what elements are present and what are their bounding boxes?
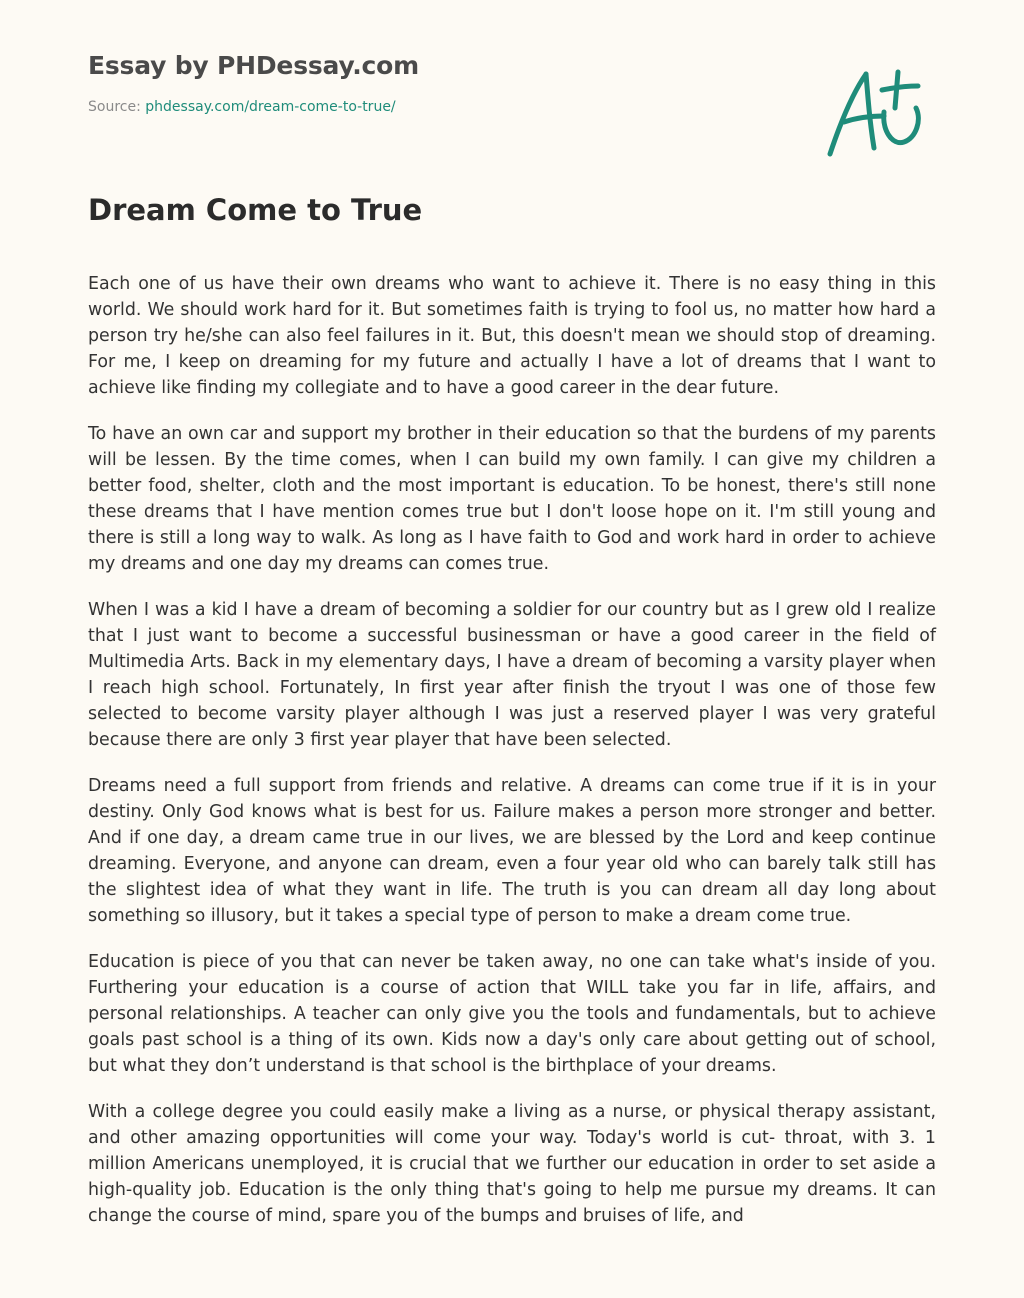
brand-title: Essay by PHDessay.com <box>88 51 419 80</box>
source-link[interactable]: phdessay.com/dream-come-to-true/ <box>145 99 396 115</box>
essay-body <box>88 271 936 1249</box>
site-header <box>88 48 648 116</box>
source-line <box>88 98 648 116</box>
page-title: Dream Come to True <box>88 193 423 227</box>
essay-paragraph: With a college degree you could easily make a living as a nurse, or physical therapy assistant, and other amazing opportunities will come your way. Today's world is cut- throat, with 3. 1 million Americans unemployed, it is crucial that we further our education in order to set aside a high-quality job. Education is the only thing that's going to help me pursue my dreams. It can change the course of mind, spare you of the bumps and bruises of life, and <box>88 1102 936 1226</box>
source-label: Source: <box>88 99 146 115</box>
essay-paragraph: Each one of us have their own dreams who want to achieve it. There is no easy thing in this world. We should work hard for it. But sometimes faith is trying to fool us, no matter how hard a person try he/she can also feel failures in it. But, this doesn't mean we should stop of dreaming. For me, I keep on dreaming for my future and actually I have a lot of dreams that I want to achieve like finding my collegiate and to have a good career in the dear future. <box>88 274 936 398</box>
a-plus-logo-icon <box>822 64 932 160</box>
essay-paragraph: To have an own car and support my brother in their education so that the burdens of my parents will be lessen. By the time comes, when I can build my own family. I can give my children a better food, shelter, cloth and the most important is education. To be honest, there's still none these dreams that I have mention comes true but I don't loose hope on it. I'm still young and there is still a long way to walk. As long as I have faith to God and work hard in order to achieve my dreams and one day my dreams can comes true. <box>88 424 936 574</box>
essay-paragraph: Dreams need a full support from friends and relative. A dreams can come true if it is in your destiny. Only God knows what is best for us. Failure makes a person more stronger and better. And if one day, a dream came true in our lives, we are blessed by the Lord and keep continue dreaming. Everyone, and anyone can dream, even a four year old who can barely talk still has the slightest idea of what they want in life. The truth is you can dream all day long about something so illusory, but it takes a special type of person to make a dream come true. <box>88 776 936 926</box>
essay-paragraph: Education is piece of you that can never be taken away, no one can take what's inside of you. Furthering your education is a course of action that WILL take you far in life, affairs, and personal relationships. A teacher can only give you the tools and fundamentals, but to achieve goals past school is a thing of its own. Kids now a day's only care about getting out of school, but what they don’t understand is that school is the birthplace of your dreams. <box>88 952 936 1076</box>
essay-paragraph: When I was a kid I have a dream of becoming a soldier for our country but as I grew old I realize that I just want to become a successful businessman or have a good career in the field of Multimedia Arts. Back in my elementary days, I have a dream of becoming a varsity player when I reach high school. Fortunately, In first year after finish the tryout I was one of those few selected to become varsity player although I was just a reserved player I was very grateful because there are only 3 first year player that have been selected. <box>88 600 936 750</box>
